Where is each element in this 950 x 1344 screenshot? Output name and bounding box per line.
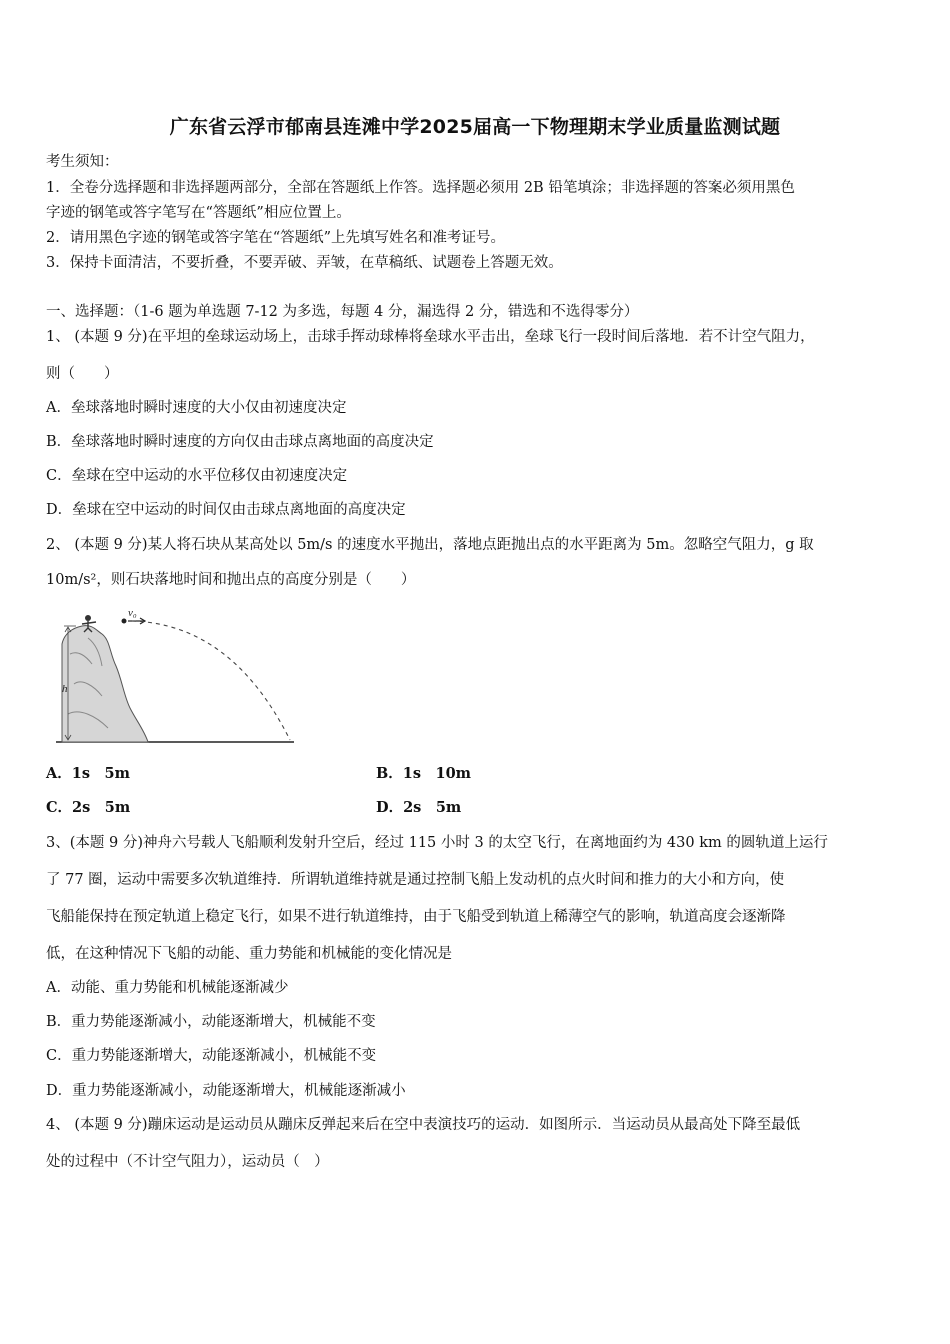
section-heading: 一、选择题：（1-6 题为单选题 7-12 为多选，每题 4 分，漏选得 2 分，错选和不选得零分） [46,304,639,320]
question-3-option-d: D．重力势能逐渐减小，动能逐渐增大，机械能逐渐减小 [46,1083,406,1099]
question-4-stem-continued: 处的过程中（不计空气阻力），运动员（ ） [46,1154,329,1170]
notice-item: 1．全卷分选择题和非选择题两部分，全部在答题纸上作答。选择题必须用 2B 铅笔填涂；非选择题的答案必须用黑色 [46,180,795,196]
question-2-option-b: B．1s 10m [376,765,472,782]
question-1-stem: 1、 (本题 9 分)在平坦的垒球运动场上，击球手挥动球棒将垒球水平击出，垒球飞行一段时间后落地．若不计空气阻力， [46,329,815,345]
question-4-stem: 4、 (本题 9 分)蹦床运动是运动员从蹦床反弹起来后在空中表演技巧的运动．如图所示．当运动员从最高处下降至最低 [46,1117,801,1133]
notice-item: 字迹的钢笔或答字笔写在“答题纸”相应位置上。 [46,205,351,221]
question-1-stem-continued: 则（ ） [46,366,119,382]
question-3-option-b: B．重力势能逐渐减小，动能逐渐增大，机械能不变 [46,1014,376,1030]
question-2-stem: 2、 (本题 9 分)某人将石块从某高处以 5m/s 的速度水平抛出，落地点距抛出点的水平距离为 5m。忽略空气阻力，g 取 [46,537,814,553]
question-3-stem-continued: 低，在这种情况下飞船的动能、重力势能和机械能的变化情况是 [46,946,452,962]
question-2-option-a: A．1s 5m [46,765,130,782]
person-head [85,615,91,621]
question-2-option-c: C．2s 5m [46,799,131,816]
question-3-stem-continued: 了 77 圈，运动中需要多次轨道维持．所谓轨道维持就是通过控制飞船上发动机的点火时间和推力的大小和方向，使 [46,872,785,888]
notice-item: 3．保持卡面清洁，不要折叠，不要弄破、弄皱，在草稿纸、试题卷上答题无效。 [46,255,563,271]
question-2-option-d: D．2s 5m [376,799,462,816]
question-3-option-c: C．重力势能逐渐增大，动能逐渐减小，机械能不变 [46,1048,377,1064]
velocity-label: v₀ [128,607,137,619]
question-2-stem-continued: 10m/s²，则石块落地时间和抛出点的高度分别是（ ） [46,572,416,588]
notice-item: 2．请用黑色字迹的钢笔或答字笔在“答题纸”上先填写姓名和准考证号。 [46,230,506,246]
question-1-option-d: D．垒球在空中运动的时间仅由击球点离地面的高度决定 [46,502,406,518]
question-3-stem-continued: 飞船能保持在预定轨道上稳定飞行，如果不进行轨道维持，由于飞船受到轨道上稀薄空气的影响，轨道高度会逐渐降 [46,909,786,925]
question-1-option-a: A．垒球落地时瞬时速度的大小仅由初速度决定 [46,400,347,416]
notice-heading: 考生须知： [46,154,119,170]
question-3-stem: 3、(本题 9 分)神舟六号载人飞船顺利发射升空后，经过 115 小时 3 的太空飞行，在离地面约为 430 km 的圆轨道上运行 [46,835,828,851]
trajectory-path [132,621,290,740]
question-3-option-a: A．动能、重力势能和机械能逐渐减少 [46,980,289,996]
cliff-projectile-figure [52,604,300,748]
stone [122,619,127,624]
question-1-option-b: B．垒球落地时瞬时速度的方向仅由击球点离地面的高度决定 [46,434,434,450]
height-label: h [62,683,68,695]
page-title: 广东省云浮市郁南县连滩中学2025届高一下物理期末学业质量监测试题 [169,116,781,138]
question-1-option-c: C．垒球在空中运动的水平位移仅由初速度决定 [46,468,348,484]
